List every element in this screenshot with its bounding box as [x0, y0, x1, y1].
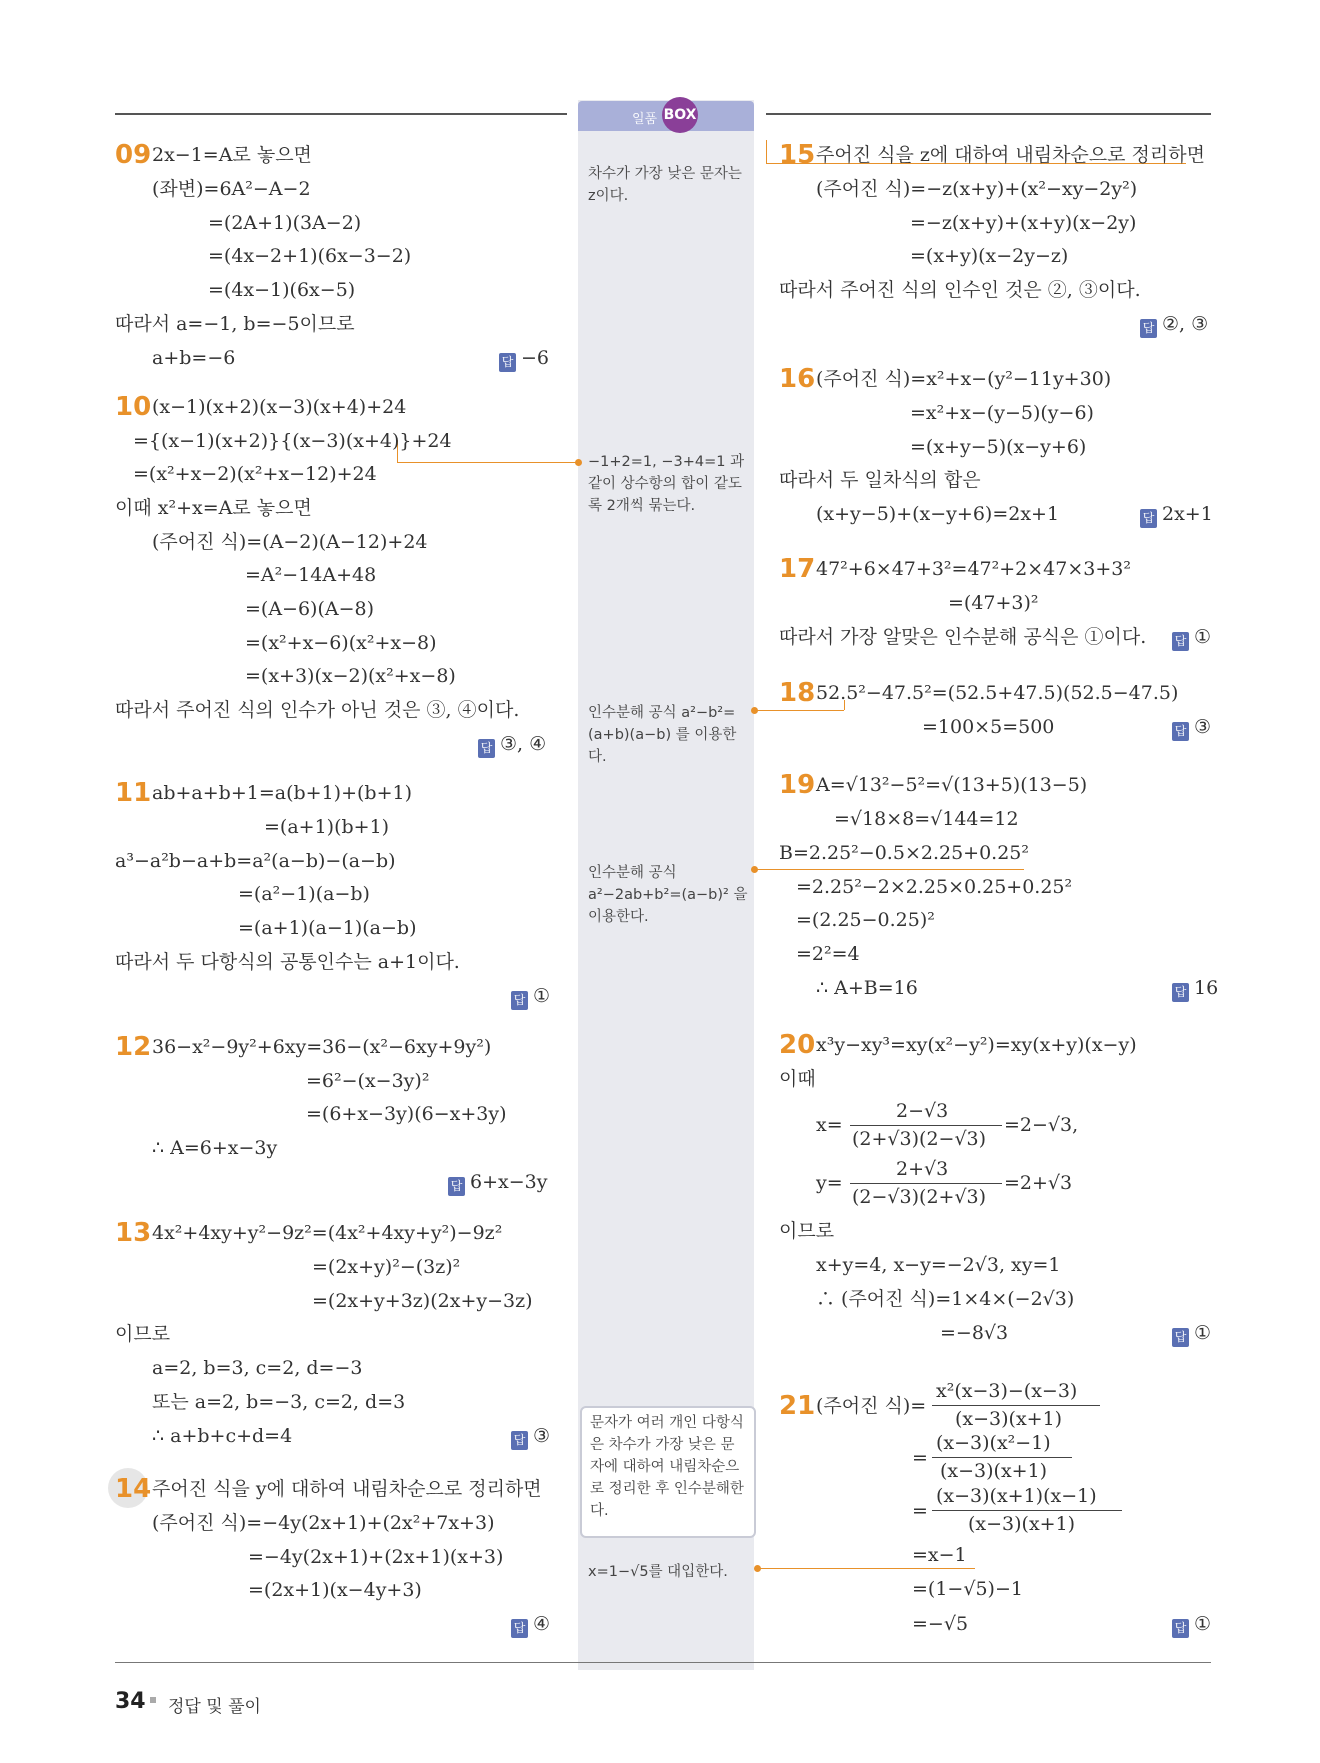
- answer: [1172, 1613, 1211, 1638]
- answer: [511, 1613, 550, 1638]
- answer-value: ②, ③: [1162, 313, 1209, 335]
- fraction-bar: [932, 1405, 1100, 1406]
- answer-value: ①: [1194, 1322, 1212, 1344]
- solution-line: 따라서 주어진 식의 인수인 것은 ②, ③이다.: [779, 279, 1141, 301]
- solution-line: ∴ A=6+x−3y: [152, 1137, 278, 1159]
- connector-10: [397, 462, 577, 463]
- connector-dot-18: [751, 707, 758, 714]
- solution-line: 4x²+4xy+y²−9z²=(4x²+4xy+y²)−9z²: [152, 1222, 503, 1244]
- bottom-rule: [115, 1662, 1211, 1663]
- solution-line: 따라서 가장 알맞은 인수분해 공식은 ①이다.: [779, 626, 1147, 648]
- answer-icon: 답: [448, 1177, 465, 1196]
- answer-icon: 답: [511, 1431, 528, 1450]
- answer: [478, 733, 546, 758]
- answer-value: ③, ④: [500, 733, 547, 755]
- solution-line: 주어진 식을 y에 대하여 내림차순으로 정리하면: [152, 1478, 542, 1500]
- footer-separator: [150, 1697, 156, 1703]
- solution-line: 2x−1=A로 놓으면: [152, 144, 312, 166]
- fraction-bar: [850, 1183, 1002, 1184]
- solution-line: a³−a²b−a+b=a²(a−b)−(a−b): [115, 850, 396, 872]
- x-expression-numerator: 2−√3: [896, 1100, 949, 1122]
- answer-icon: 답: [478, 739, 495, 758]
- problem-number: 19: [779, 770, 816, 800]
- connector-dot-19: [751, 866, 758, 873]
- fraction-numerator: x²(x−3)−(x−3): [936, 1380, 1078, 1402]
- solution-line: =(2A+1)(3A−2): [208, 212, 362, 234]
- equation-lhs: (주어진 식)=: [816, 1395, 927, 1417]
- footer-label: 정답 및 풀이: [168, 1697, 261, 1717]
- fraction-numerator: (x−3)(x+1)(x−1): [936, 1485, 1097, 1507]
- answer-icon: 답: [1172, 632, 1189, 651]
- answer: [1140, 313, 1208, 338]
- answer: [1172, 626, 1211, 651]
- solution-line: (좌변)=6A²−A−2: [152, 178, 311, 200]
- box-badge: BOX: [662, 97, 698, 133]
- answer-icon: 답: [1172, 983, 1189, 1002]
- answer: [1172, 977, 1218, 1002]
- fraction-bar: [932, 1457, 1072, 1458]
- problem-number: 21: [779, 1391, 816, 1421]
- top-rule-right: [766, 113, 1211, 115]
- answer-icon: 답: [1172, 722, 1189, 741]
- answer: [499, 347, 549, 372]
- answer-value: 6+x−3y: [470, 1171, 548, 1193]
- answer: [511, 985, 550, 1010]
- solution-line: 따라서 주어진 식의 인수가 아닌 것은 ③, ④이다.: [115, 699, 520, 721]
- solution-line: 따라서 두 일차식의 합은: [779, 469, 981, 491]
- side-note-2: −1+2=1, −3+4=1 과 같이 상수항의 합이 같도록 2개씩 묶는다.: [588, 454, 745, 514]
- problem-number: 16: [779, 364, 816, 394]
- answer-icon: 답: [1140, 319, 1157, 338]
- solution-line: =(a+1)(a−1)(a−b): [238, 917, 417, 939]
- solution-line: 따라서 두 다항식의 공통인수는 a+1이다.: [115, 951, 460, 973]
- solution-line: =(x²+x−2)(x²+x−12)+24: [133, 463, 377, 485]
- solution-line: (x+y−5)+(x−y+6)=2x+1: [816, 503, 1060, 525]
- solution-line: =−√5: [912, 1613, 969, 1635]
- connector-15-v: [766, 140, 767, 163]
- page-number: 34: [115, 1689, 146, 1714]
- box-title-label: 일품: [632, 112, 658, 127]
- fraction-bar: [932, 1510, 1122, 1511]
- answer-value: −6: [521, 347, 550, 369]
- connector-19: [754, 869, 1024, 870]
- answer: [1172, 716, 1211, 741]
- answer: [511, 1425, 550, 1450]
- solution-line: =(2.25−0.25)²: [796, 909, 935, 931]
- solution-line: =√18×8=√144=12: [834, 808, 1019, 830]
- solution-line: =(a+1)(b+1): [264, 816, 390, 838]
- solution-line: =(4x−2+1)(6x−3−2): [208, 245, 412, 267]
- answer-value: ①: [1194, 626, 1212, 648]
- solution-line: =100×5=500: [922, 716, 1055, 738]
- equals-sign: =: [912, 1447, 928, 1469]
- answer-icon: 답: [499, 353, 516, 372]
- solution-line: 52.5²−47.5²=(52.5+47.5)(52.5−47.5): [816, 682, 1179, 704]
- y-expression-result: =2+√3: [1004, 1172, 1073, 1194]
- answer-value: ④: [533, 1613, 551, 1635]
- fraction-denominator: (x−3)(x+1): [955, 1408, 1063, 1430]
- answer-icon: 답: [511, 991, 528, 1010]
- solution-line: (x−1)(x+2)(x−3)(x+4)+24: [152, 396, 407, 418]
- answer-value: 16: [1194, 977, 1219, 999]
- solution-line: =(2x+y+3z)(2x+y−3z): [312, 1290, 533, 1312]
- answer-icon: 답: [511, 1619, 528, 1638]
- problem-number: 11: [115, 778, 152, 808]
- side-note-4: 인수분해 공식 a²−2ab+b²=(a−b)² 을 이용한다.: [588, 865, 748, 925]
- solution-line: =(6+x−3y)(6−x+3y): [306, 1103, 507, 1125]
- solution-line: x+y=4, x−y=−2√3, xy=1: [816, 1254, 1061, 1276]
- solution-line: (주어진 식)=−z(x+y)+(x²−xy−2y²): [816, 178, 1138, 200]
- problem-number: 18: [779, 678, 816, 708]
- solution-line: 또는 a=2, b=−3, c=2, d=3: [152, 1391, 406, 1413]
- solution-line: =(x+3)(x−2)(x²+x−8): [245, 665, 456, 687]
- answer-value: ①: [533, 985, 551, 1007]
- problem-number: 14: [115, 1474, 152, 1504]
- answer-value: 2x+1: [1162, 503, 1213, 525]
- solution-line: a+b=−6: [152, 347, 236, 369]
- problem-number: 15: [779, 140, 816, 170]
- solution-line: ={(x−1)(x+2)}{(x−3)(x+4)}+24: [133, 430, 452, 452]
- solution-line: =x²+x−(y−5)(y−6): [910, 402, 1094, 424]
- solution-line: =(1−√5)−1: [912, 1578, 1023, 1600]
- problem-number: 12: [115, 1032, 152, 1062]
- connector-dot-21: [754, 1565, 761, 1572]
- solution-line: 이때 x²+x=A로 놓으면: [115, 497, 312, 519]
- connector-18: [754, 710, 844, 711]
- y-expression-denominator: (2−√3)(2+√3): [852, 1186, 987, 1208]
- problem-number: 13: [115, 1218, 152, 1248]
- solution-line: ∴ (주어진 식)=1×4×(−2√3): [816, 1288, 1075, 1310]
- solution-line: =2²=4: [796, 943, 860, 965]
- answer-value: ③: [1194, 716, 1212, 738]
- solution-line: 주어진 식을 z에 대하여 내림차순으로 정리하면: [816, 144, 1205, 166]
- y-expression-lhs: y=: [816, 1172, 843, 1194]
- answer-icon: 답: [1172, 1619, 1189, 1638]
- x-expression-denominator: (2+√3)(2−√3): [852, 1128, 987, 1150]
- solution-line: (주어진 식)=−4y(2x+1)+(2x²+7x+3): [152, 1512, 495, 1534]
- answer: [448, 1171, 547, 1196]
- solution-line: =A²−14A+48: [245, 564, 377, 586]
- solution-line: 이므로: [115, 1323, 171, 1345]
- problem-number: 10: [115, 392, 152, 422]
- solution-line: =2.25²−2×2.25×0.25+0.25²: [796, 876, 1073, 898]
- solution-line: 47²+6×47+3²=47²+2×47×3+3²: [816, 558, 1131, 580]
- solution-line: =−4y(2x+1)+(2x+1)(x+3): [248, 1546, 504, 1568]
- answer: [1172, 1322, 1211, 1347]
- solution-line: =6²−(x−3y)²: [306, 1070, 430, 1092]
- answer-value: ①: [1194, 1613, 1212, 1635]
- solution-line: =−z(x+y)+(x+y)(x−2y): [910, 212, 1137, 234]
- solution-line: (주어진 식)=x²+x−(y²−11y+30): [816, 368, 1112, 390]
- solution-line: 따라서 a=−1, b=−5이므로: [115, 313, 355, 335]
- solution-line: x³y−xy³=xy(x²−y²)=xy(x+y)(x−y): [816, 1034, 1137, 1056]
- fraction-numerator: (x−3)(x²−1): [936, 1432, 1051, 1454]
- top-rule-left: [115, 113, 567, 115]
- answer-icon: 답: [1140, 509, 1157, 528]
- solution-line: ∴ a+b+c+d=4: [152, 1425, 293, 1447]
- solution-line: 이므로: [779, 1220, 835, 1242]
- solution-line: =(47+3)²: [948, 592, 1039, 614]
- solution-line: =(A−6)(A−8): [245, 598, 375, 620]
- y-expression-numerator: 2+√3: [896, 1158, 949, 1180]
- solution-line: =(x+y−5)(x−y+6): [910, 436, 1087, 458]
- fraction-bar: [850, 1125, 1002, 1126]
- x-expression-result: =2−√3,: [1004, 1114, 1079, 1136]
- fraction-denominator: (x−3)(x+1): [968, 1513, 1076, 1535]
- solution-line: A=√13²−5²=√(13+5)(13−5): [816, 774, 1088, 796]
- solution-line: (주어진 식)=(A−2)(A−12)+24: [152, 531, 428, 553]
- fraction-denominator: (x−3)(x+1): [940, 1460, 1048, 1482]
- x-expression-lhs: x=: [816, 1114, 843, 1136]
- side-note-6: x=1−√5를 대입한다.: [588, 1564, 728, 1580]
- solution-line: =(x²+x−6)(x²+x−8): [245, 632, 437, 654]
- connector-21: [757, 1568, 975, 1569]
- solution-line: =(2x+y)²−(3z)²: [312, 1256, 461, 1278]
- solution-line: =(x+y)(x−2y−z): [910, 245, 1069, 267]
- side-note-5: 문자가 여러 개인 다항식은 차수가 가장 낮은 문자에 대하여 내림차순으로 정리한 후 인수분해한다.: [590, 1415, 744, 1519]
- solution-line: =(4x−1)(6x−5): [208, 279, 356, 301]
- solution-line: =x−1: [912, 1544, 967, 1566]
- problem-number: 09: [115, 140, 152, 170]
- answer-icon: 답: [1172, 1328, 1189, 1347]
- side-note-3: 인수분해 공식 a²−b²=(a+b)(a−b) 를 이용한다.: [588, 705, 737, 765]
- solution-line: 36−x²−9y²+6xy=36−(x²−6xy+9y²): [152, 1036, 492, 1058]
- equals-sign: =: [912, 1500, 928, 1522]
- answer-value: ③: [533, 1425, 551, 1447]
- solution-line: =(a²−1)(a−b): [238, 883, 370, 905]
- problem-number: 17: [779, 554, 816, 584]
- answer: [1140, 503, 1213, 528]
- solution-line: =(2x+1)(x−4y+3): [248, 1579, 422, 1601]
- solution-line: B=2.25²−0.5×2.25+0.25²: [779, 842, 1030, 864]
- problem-number: 20: [779, 1030, 816, 1060]
- solution-line: a=2, b=3, c=2, d=−3: [152, 1357, 363, 1379]
- solution-line: ∴ A+B=16: [816, 977, 918, 999]
- solution-line: 이때: [779, 1068, 816, 1090]
- solution-line: ab+a+b+1=a(b+1)+(b+1): [152, 782, 412, 804]
- side-note-1: 차수가 가장 낮은 문자는 z이다.: [588, 166, 742, 204]
- solution-line: =−8√3: [940, 1322, 1009, 1344]
